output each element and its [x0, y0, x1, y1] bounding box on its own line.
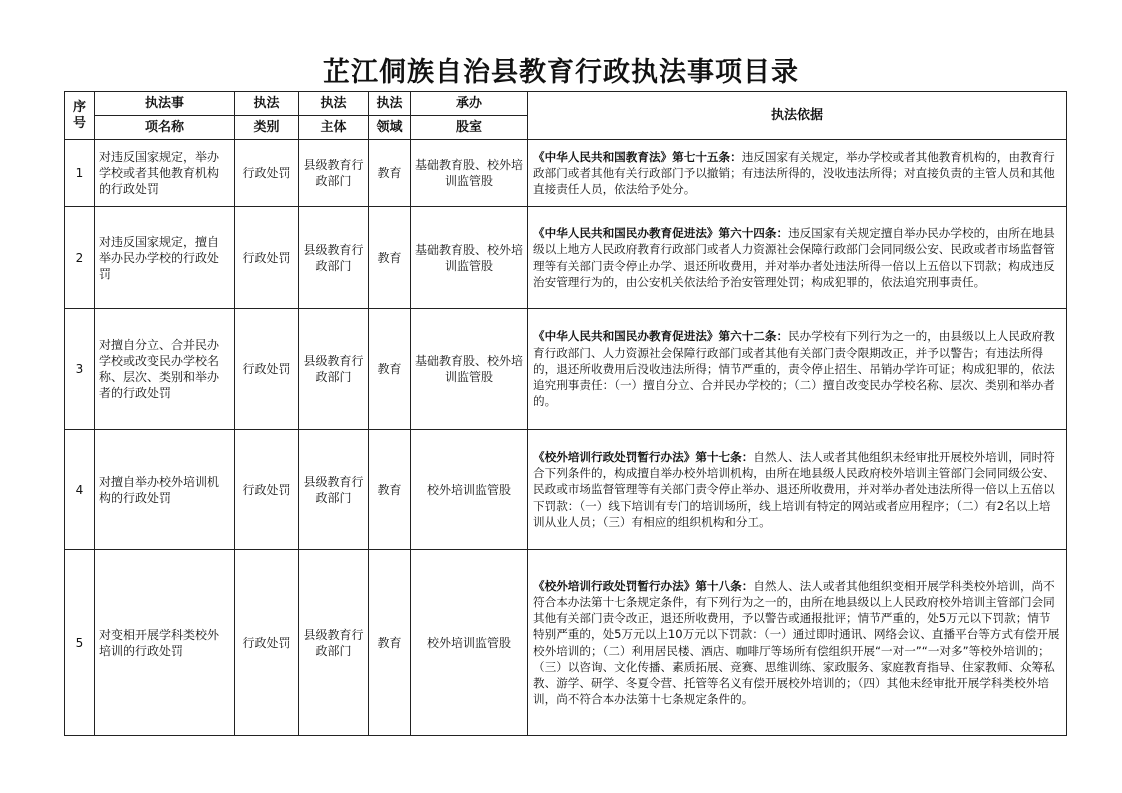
enforcement-type: 行政处罚 — [235, 430, 299, 550]
header-subject-top: 执法 — [299, 92, 369, 116]
enforcement-type: 行政处罚 — [235, 309, 299, 430]
item-name: 对违反国家规定，举办学校或者其他教育机构的行政处罚 — [95, 140, 235, 207]
enforcement-basis — [528, 550, 1067, 736]
enforcement-type: 行政处罚 — [235, 207, 299, 309]
header-office-bottom: 股室 — [411, 116, 528, 140]
header-type-bottom: 类别 — [235, 116, 299, 140]
enforcement-field: 教育 — [369, 550, 411, 736]
header-field-bottom: 领域 — [369, 116, 411, 140]
header-basis: 执法依据 — [528, 92, 1067, 140]
table-row — [65, 207, 1067, 309]
item-name: 对擅自举办校外培训机构的行政处罚 — [95, 430, 235, 550]
law-citation: 《校外培训行政处罚暂行办法》第十八条： — [533, 578, 754, 593]
law-citation: 《校外培训行政处罚暂行办法》第十七条： — [533, 449, 754, 464]
row-number: 5 — [65, 550, 95, 736]
header-item-bottom: 项名称 — [95, 116, 235, 140]
row-number: 4 — [65, 430, 95, 550]
handling-office: 基础教育股、校外培训监管股 — [411, 140, 528, 207]
header-item-top: 执法事 — [95, 92, 235, 116]
enforcement-subject: 县级教育行政部门 — [299, 207, 369, 309]
law-citation: 《中华人民共和国民办教育促进法》第六十二条： — [533, 329, 789, 344]
header-seq: 序 号 — [65, 92, 95, 140]
row-number: 2 — [65, 207, 95, 309]
enforcement-basis — [528, 430, 1067, 550]
basis-text: 自然人、法人或者其他组织变相开展学科类校外培训，尚不符合本办法第十七条规定条件，有下列行为之一的，由所在地县级以上人民政府校外培训主管部门会同其他有关部门责令改正，退还所收费用，予以警告或通报批评；情节严重的，处5万元以下罚款；情节特别严重的，处5万元以上10万元以下罚款：（一）通过即时通讯、网络会议、直播平台等方式有偿开展校外培训的；（二）利用居民楼、酒店、咖啡厅等场所有偿组织开展“一对一”“一对多”等校外培训的；（三）以咨询、文化传播、素质拓展、竞赛、思维训练、家政服务、家庭教育指导、住家教师、众筹私教、游学、研学、冬夏令营、托管等名义有偿开展校外培训的；（四）其他未经审批开展学科类校外培训，尚不符合本办法第十七条规定条件的。 — [533, 578, 1060, 707]
item-name: 对违反国家规定，擅自举办民办学校的行政处罚 — [95, 207, 235, 309]
enforcement-field: 教育 — [369, 207, 411, 309]
header-office-top: 承办 — [411, 92, 528, 116]
enforcement-type: 行政处罚 — [235, 140, 299, 207]
basis-text: 自然人、法人或者其他组织未经审批开展校外培训，同时符合下列条件的，构成擅自举办校外培训机构，由所在地县级人民政府校外培训主管部门会同同级公安、民政或市场监督管理等有关部门责令停止举办、退还所收费用，并对举办者处违法所得一倍以上五倍以下罚款：（一）线下培训有专门的培训场所，线上培训有特定的网站或者应用程序；（二）有2名以上培训从业人员；（三）有相应的组织机构和分工。 — [533, 449, 1055, 529]
enforcement-field: 教育 — [369, 309, 411, 430]
table-row — [65, 430, 1067, 550]
table-row — [65, 309, 1067, 430]
enforcement-subject: 县级教育行政部门 — [299, 309, 369, 430]
enforcement-table — [64, 91, 1067, 736]
table-row — [65, 140, 1067, 207]
handling-office: 基础教育股、校外培训监管股 — [411, 207, 528, 309]
basis-text: 民办学校有下列行为之一的，由县级以上人民政府教育行政部门、人力资源社会保障行政部门或者其他有关部门责令限期改正，并予以警告；有违法所得的，退还所收费用后没收违法所得；情节严重的，责令停止招生、吊销办学许可证；构成犯罪的，依法追究刑事责任：（一）擅自分立、合并民办学校的；（二）擅自改变民办学校名称、层次、类别和举办者的。 — [533, 329, 1055, 409]
item-name: 对擅自分立、合并民办学校或改变民办学校名称、层次、类别和举办者的行政处罚 — [95, 309, 235, 430]
law-citation: 《中华人民共和国民办教育促进法》第六十四条： — [533, 226, 789, 241]
handling-office: 基础教育股、校外培训监管股 — [411, 309, 528, 430]
enforcement-subject: 县级教育行政部门 — [299, 550, 369, 736]
header-field-top: 执法 — [369, 92, 411, 116]
row-number: 1 — [65, 140, 95, 207]
enforcement-basis — [528, 140, 1067, 207]
enforcement-field: 教育 — [369, 430, 411, 550]
law-citation: 《中华人民共和国教育法》第七十五条： — [533, 149, 742, 164]
handling-office: 校外培训监管股 — [411, 550, 528, 736]
enforcement-basis — [528, 309, 1067, 430]
page-title: 芷江侗族自治县教育行政执法事项目录 — [323, 57, 799, 88]
handling-office: 校外培训监管股 — [411, 430, 528, 550]
enforcement-type: 行政处罚 — [235, 550, 299, 736]
enforcement-subject: 县级教育行政部门 — [299, 430, 369, 550]
enforcement-subject: 县级教育行政部门 — [299, 140, 369, 207]
header-type-top: 执法 — [235, 92, 299, 116]
header-row-top — [65, 92, 1067, 116]
header-subject-bottom: 主体 — [299, 116, 369, 140]
basis-text: 违反国家有关规定，举办学校或者其他教育机构的，由教育行政部门或者其他有关行政部门予以撤销；有违法所得的，没收违法所得；对直接负责的主管人员和其他直接责任人员，依法给予处分。 — [533, 149, 1055, 197]
row-number: 3 — [65, 309, 95, 430]
table-row — [65, 550, 1067, 736]
item-name: 对变相开展学科类校外培训的行政处罚 — [95, 550, 235, 736]
enforcement-field: 教育 — [369, 140, 411, 207]
enforcement-basis — [528, 207, 1067, 309]
basis-text: 违反国家有关规定擅自举办民办学校的，由所在地县级以上地方人民政府教育行政部门或者人力资源社会保障行政部门会同同级公安、民政或者市场监督管理等有关部门责令停止办学、退还所收费用，并对举办者处违法所得一倍以上五倍以下罚款；构成违反治安管理行为的，由公安机关依法给予治安管理处罚；构成犯罪的，依法追究刑事责任。 — [533, 226, 1055, 289]
